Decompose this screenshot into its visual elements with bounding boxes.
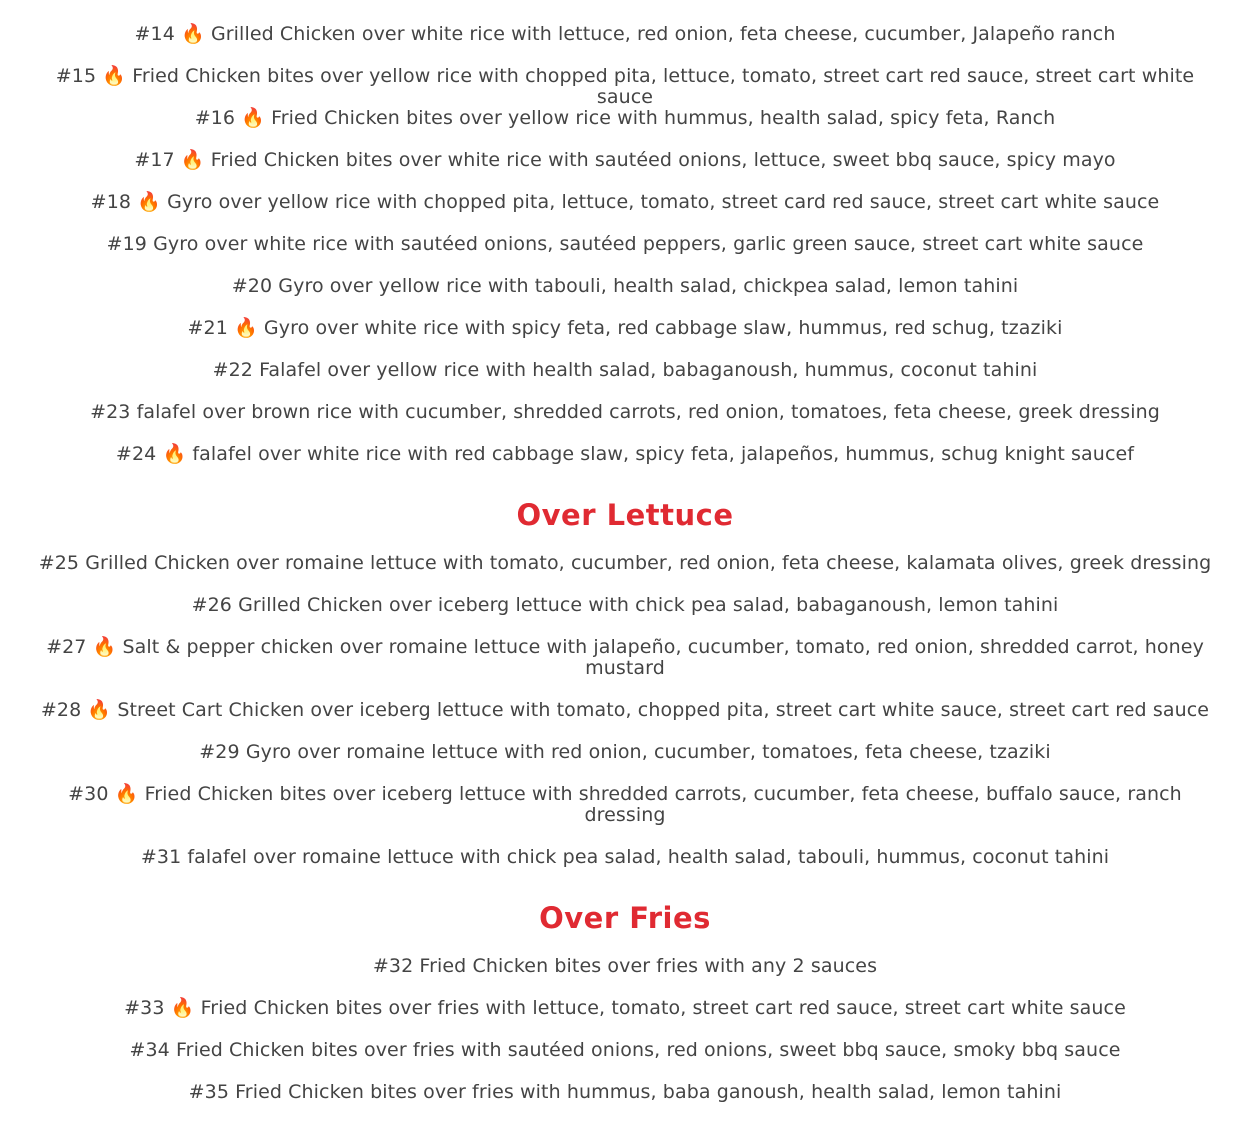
menu-item-25: #25 Grilled Chicken over romaine lettuce with tomato, cucumber, red onion, feta cheese, kalamata olives, greek dressing bbox=[38, 552, 1212, 574]
menu-item-19: #19 Gyro over white rice with sautéed onions, sautéed peppers, garlic green sauce, street cart white sauce bbox=[106, 233, 1144, 255]
menu-item-15: #15 🔥 Fried Chicken bites over yellow rice with chopped pita, lettuce, tomato, street cart red sauce, street cart white sauce bbox=[55, 65, 1195, 108]
menu-item-14: #14 🔥 Grilled Chicken over white rice with lettuce, red onion, feta cheese, cucumber, Jalapeño ranch bbox=[134, 23, 1116, 45]
menu-item-31: #31 falafel over romaine lettuce with chick pea salad, health salad, tabouli, hummus, coconut tahini bbox=[140, 846, 1110, 868]
section-title-over-fries: Over Fries bbox=[539, 901, 711, 935]
menu-item-27: #27 🔥 Salt & pepper chicken over romaine lettuce with jalapeño, cucumber, tomato, red onion, shredded carrot, honey mustard bbox=[46, 636, 1204, 679]
menu-item-17: #17 🔥 Fried Chicken bites over white rice with sautéed onions, lettuce, sweet bbq sauce, spicy mayo bbox=[134, 149, 1116, 171]
section-title-over-lettuce: Over Lettuce bbox=[516, 498, 734, 532]
menu-item-33: #33 🔥 Fried Chicken bites over fries with lettuce, tomato, street cart red sauce, street cart white sauce bbox=[124, 997, 1126, 1019]
menu-item-16: #16 🔥 Fried Chicken bites over yellow rice with hummus, health salad, spicy feta, Ranch bbox=[194, 107, 1056, 129]
menu-item-21: #21 🔥 Gyro over white rice with spicy feta, red cabbage slaw, hummus, red schug, tzaziki bbox=[187, 317, 1063, 339]
menu-item-35: #35 Fried Chicken bites over fries with hummus, baba ganoush, health salad, lemon tahini bbox=[188, 1081, 1062, 1103]
menu-item-29: #29 Gyro over romaine lettuce with red onion, cucumber, tomatoes, feta cheese, tzaziki bbox=[199, 741, 1051, 763]
menu-item-22: #22 Falafel over yellow rice with health salad, babaganoush, hummus, coconut tahini bbox=[212, 359, 1038, 381]
menu-item-30: #30 🔥 Fried Chicken bites over iceberg lettuce with shredded carrots, cucumber, feta cheese, buffalo sauce, ranch dressing bbox=[68, 783, 1182, 826]
menu-item-34: #34 Fried Chicken bites over fries with sautéed onions, red onions, sweet bbq sauce, smoky bbq sauce bbox=[129, 1039, 1121, 1061]
menu-item-20: #20 Gyro over yellow rice with tabouli, health salad, chickpea salad, lemon tahini bbox=[231, 275, 1019, 297]
menu-item-24: #24 🔥 falafel over white rice with red cabbage slaw, spicy feta, jalapeños, hummus, schug knight saucef bbox=[115, 443, 1135, 465]
menu-item-26: #26 Grilled Chicken over iceberg lettuce with chick pea salad, babaganoush, lemon tahini bbox=[191, 594, 1059, 616]
menu-item-23: #23 falafel over brown rice with cucumber, shredded carrots, red onion, tomatoes, feta cheese, greek dressing bbox=[90, 401, 1160, 423]
menu-item-18: #18 🔥 Gyro over yellow rice with chopped pita, lettuce, tomato, street card red sauce, street cart white sauce bbox=[90, 191, 1160, 213]
menu-item-32: #32 Fried Chicken bites over fries with any 2 sauces bbox=[372, 955, 878, 977]
menu-item-28: #28 🔥 Street Cart Chicken over iceberg lettuce with tomato, chopped pita, street cart white sauce, street cart red sauce bbox=[40, 699, 1210, 721]
